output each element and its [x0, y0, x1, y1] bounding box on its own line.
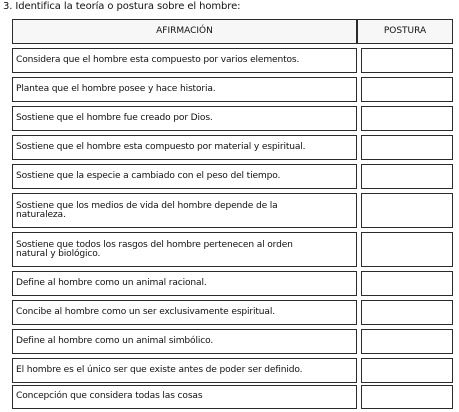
table-row-12-afirmacion — [12, 385, 357, 409]
table-row-9-postura[interactable] — [361, 300, 453, 325]
row-5-text: Sostiene que la especie a cambiado con el peso del tiempo. — [16, 171, 281, 181]
row-11-text: El hombre es el único ser que existe antes de poder ser definido. — [16, 365, 303, 375]
row-2-text: Plantea que el hombre posee y hace historia. — [16, 84, 216, 94]
header-postura-label: POSTURA — [383, 26, 427, 36]
row-7-text: Sostiene que todos los rasgos del hombre pertenecen al orden natural y biológico. — [16, 240, 293, 260]
table-row-3-afirmacion — [12, 106, 357, 131]
table-row-9-afirmacion — [12, 300, 357, 325]
header-afirmacion-label: AFIRMACIÓN — [156, 26, 213, 36]
table-row-12-postura[interactable] — [361, 385, 453, 409]
table-row-4-afirmacion — [12, 135, 357, 160]
row-6-text: Sostiene que los medios de vida del hombre depende de la naturaleza. — [16, 201, 278, 221]
table-row-4-postura[interactable] — [361, 135, 453, 160]
row-8-text: Define al hombre como un animal racional. — [16, 278, 207, 288]
table-row-7-afirmacion — [12, 232, 357, 267]
table-row-10-postura[interactable] — [361, 329, 453, 354]
row-10-text: Define al hombre como un animal simbólico. — [16, 336, 214, 346]
table-row-5-postura[interactable] — [361, 164, 453, 189]
table-row-6-afirmacion — [12, 193, 357, 228]
theory-table — [12, 19, 453, 409]
table-row-2-postura[interactable] — [361, 77, 453, 102]
table-row-5-afirmacion — [12, 164, 357, 189]
header-afirmacion — [12, 19, 357, 44]
instruction-title: 3. Identifica la teoría o postura sobre el hombre: — [3, 1, 241, 12]
table-row-1-postura[interactable] — [361, 48, 453, 73]
header-postura — [357, 19, 453, 44]
table-row-8-afirmacion — [12, 271, 357, 296]
row-12-text: Concepción que considera todas las cosas — [16, 391, 203, 401]
table-row-10-afirmacion — [12, 329, 357, 354]
row-4-text: Sostiene que el hombre esta compuesto por material y espiritual. — [16, 142, 306, 152]
table-row-2-afirmacion — [12, 77, 357, 102]
row-9-text: Concibe al hombre como un ser exclusivamente espiritual. — [16, 307, 275, 317]
table-row-1-afirmacion — [12, 48, 357, 73]
row-3-text: Sostiene que el hombre fue creado por Dios. — [16, 113, 213, 123]
table-row-11-postura[interactable] — [361, 358, 453, 383]
table-row-8-postura[interactable] — [361, 271, 453, 296]
table-row-7-postura[interactable] — [361, 232, 453, 267]
table-row-6-postura[interactable] — [361, 193, 453, 228]
table-row-3-postura[interactable] — [361, 106, 453, 131]
row-1-text: Considera que el hombre esta compuesto por varios elementos. — [16, 55, 300, 65]
table-row-11-afirmacion — [12, 358, 357, 383]
